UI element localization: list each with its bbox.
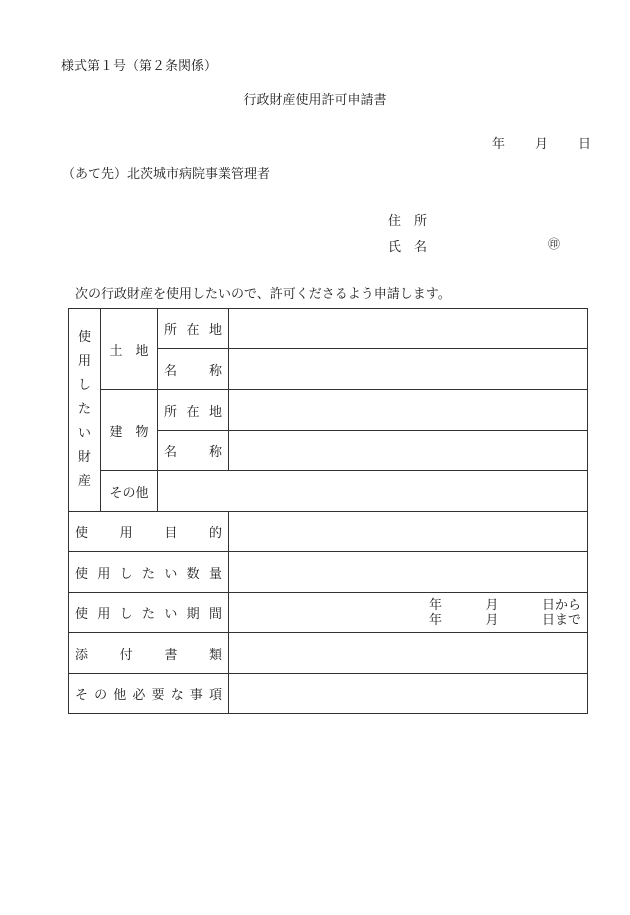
period-field[interactable]	[229, 593, 588, 633]
name-label: 氏 名	[388, 240, 428, 255]
date-line	[492, 133, 591, 152]
building-location-field[interactable]	[229, 390, 588, 431]
land-name-label: 名 称	[158, 349, 229, 390]
date-day: 日	[578, 137, 592, 152]
intro-text: 次の行政財産を使用したいので、許可くださるよう申請します。	[75, 287, 451, 302]
building-name-label: 名 称	[158, 431, 229, 471]
period-label: 使 用 し た い 期 間	[69, 593, 229, 633]
quantity-field[interactable]	[229, 552, 588, 593]
building-name-field[interactable]	[229, 431, 588, 471]
document-title: 行政財産使用許可申請書	[243, 93, 387, 108]
other-matters-field[interactable]	[229, 674, 588, 714]
property-header: 使 用 し た い 財 産	[69, 309, 101, 512]
seal-mark: ㊞	[548, 237, 561, 251]
land-name-field[interactable]	[229, 349, 588, 390]
building-label: 建 物	[101, 390, 158, 471]
land-location-field[interactable]	[229, 309, 588, 349]
period-from: 年 月 日から	[429, 597, 581, 613]
application-table	[68, 308, 588, 714]
attachments-field[interactable]	[229, 633, 588, 674]
form-number: 様式第１号（第２条関係）	[61, 59, 218, 74]
date-year: 年	[492, 137, 506, 152]
quantity-label: 使 用 し た い 数 量	[69, 552, 229, 593]
purpose-label: 使 用 目 的	[69, 512, 229, 552]
land-location-label: 所 在 地	[158, 309, 229, 349]
addressee: （あて先）北茨城市病院事業管理者	[62, 167, 271, 182]
attachments-label: 添 付 書 類	[69, 633, 229, 674]
other-field[interactable]	[158, 471, 588, 512]
other-label: その他	[101, 471, 158, 512]
address-label: 住 所	[388, 214, 428, 229]
period-to: 年 月 日まで	[429, 612, 581, 628]
building-location-label: 所 在 地	[158, 390, 229, 431]
other-matters-label: そ の 他 必 要 な 事 項	[69, 674, 229, 714]
date-month: 月	[535, 137, 549, 152]
land-label: 土 地	[101, 309, 158, 390]
purpose-field[interactable]	[229, 512, 588, 552]
